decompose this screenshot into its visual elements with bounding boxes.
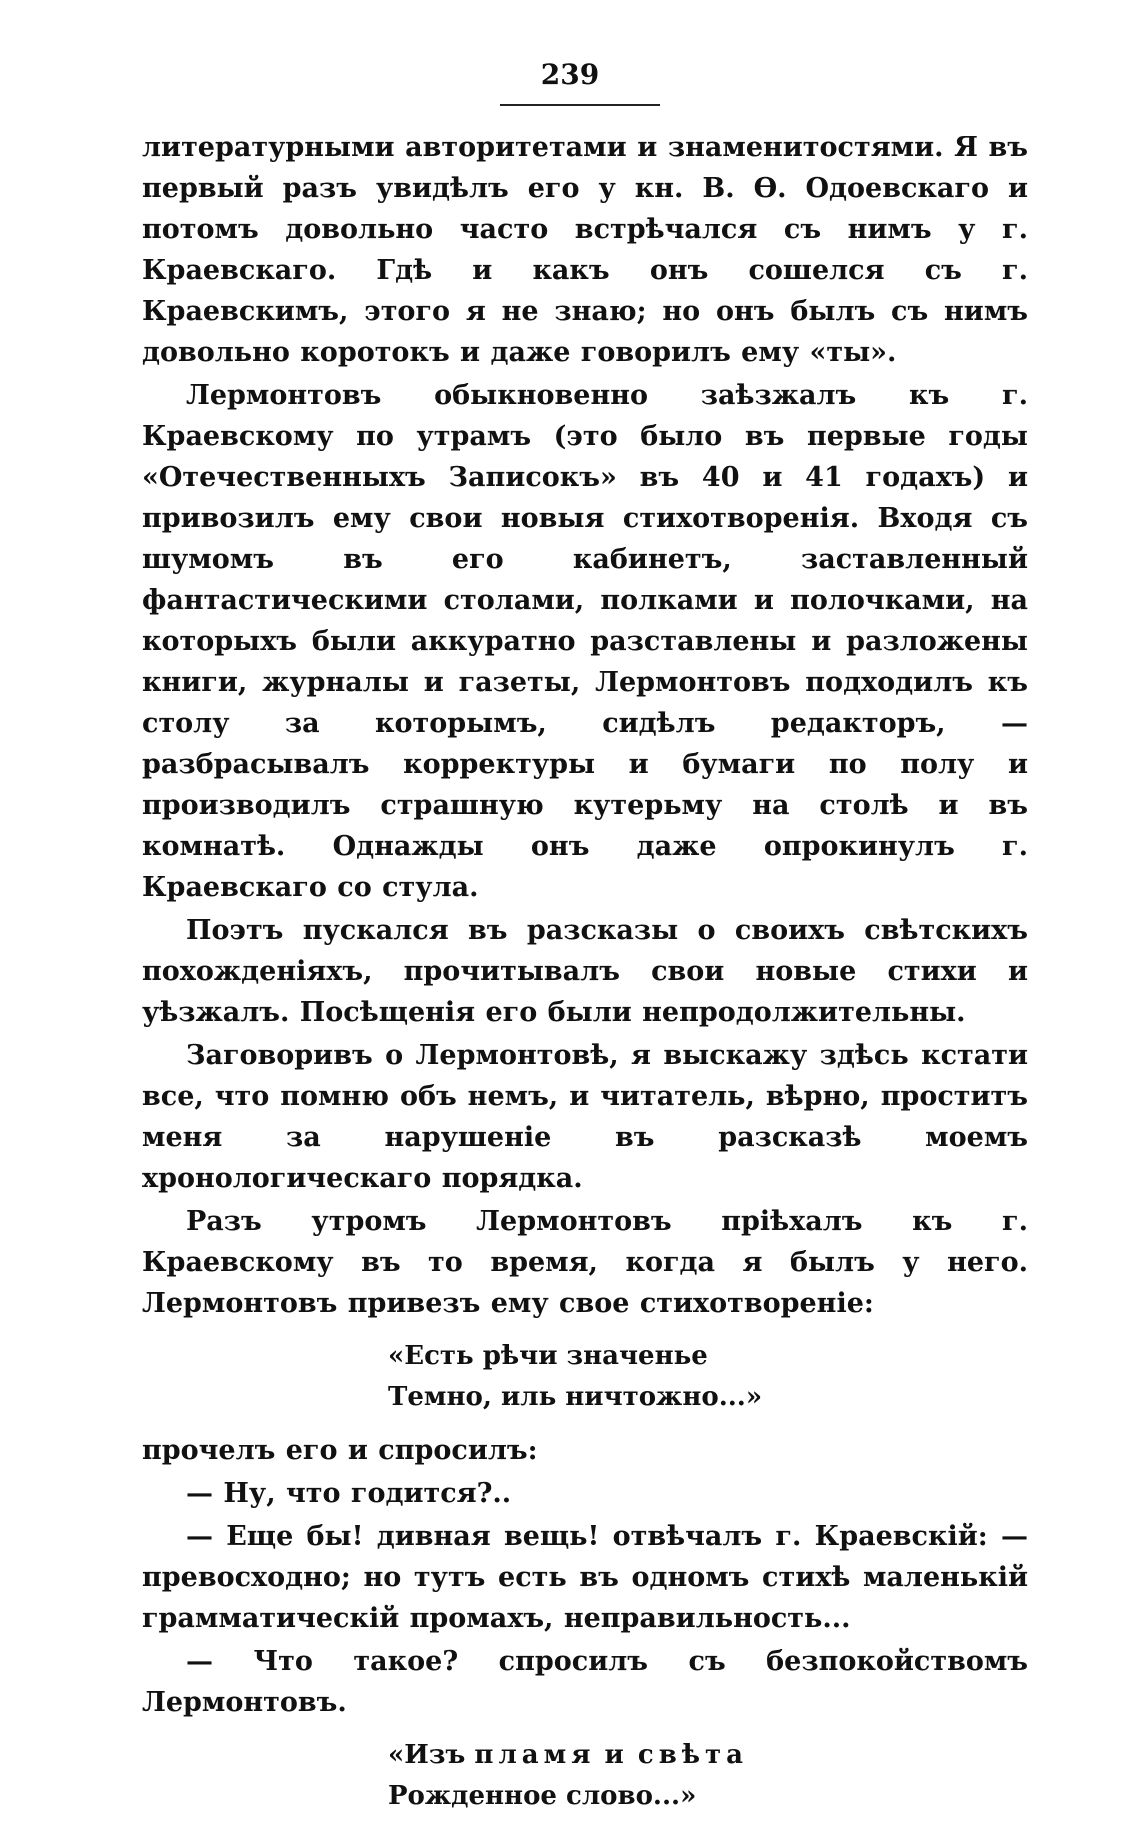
- paragraph-3: Поэтъ пускался въ разсказы о своихъ свѣтскихъ похожденіяхъ, прочитывалъ свои новые стихи и уѣзжалъ. Посѣщенія его были непродолжительны.: [142, 915, 1028, 1028]
- verse-quote-2: [388, 1735, 1028, 1817]
- verse-quote-2-conjunction: и: [604, 1740, 629, 1770]
- verse-quote-2-spaced-word-1: пламя: [474, 1740, 596, 1770]
- paragraph-5: Разъ утромъ Лермонтовъ пріѣхалъ къ г. Краевскому въ то время, когда я былъ у него. Лермонтовъ привезъ ему свое стихотвореніе:: [142, 1206, 1028, 1319]
- dialogue-line-1: — Ну, что годится?..: [186, 1478, 512, 1509]
- page-body: [142, 127, 1028, 1829]
- paragraph-2: Лермонтовъ обыкновенно заѣзжалъ къ г. Краевскому по утрамъ (это было въ первые годы «Отечественныхъ Записокъ» въ 40 и 41 годахъ) и привозилъ ему свои новыя стихотворенія. Входя съ шумомъ въ его кабинетъ, заставленный фантастическими столами, полками и полочками, на которыхъ были аккуратно разставлены и разложены книги, журналы и газеты, Лермонтовъ подходилъ къ столу за которымъ, сидѣлъ редакторъ, — разбрасывалъ корректуры и бумаги по полу и производилъ страшную кутерьму на столѣ и въ комнатѣ. Однажды онъ даже опрокинулъ г. Краевскаго со стула.: [142, 380, 1028, 903]
- page-number-rule: [500, 104, 660, 106]
- verse-quote-2-spaced-word-2: свѣта: [637, 1740, 748, 1770]
- verse-quote-1: [388, 1336, 1028, 1418]
- dialogue-line-3: — Что такое? спросилъ съ безпокойствомъ Лермонтовъ.: [142, 1646, 1028, 1718]
- page-number: 239: [540, 58, 600, 91]
- verse-quote-1-line-1: «Есть рѣчи значенье: [388, 1341, 708, 1371]
- verse-quote-1-line-2: Темно, иль ничтожно...»: [388, 1382, 763, 1412]
- dialogue-line-2: — Еще бы! дивная вещь! отвѣчалъ г. Краевскій: — превосходно; но тутъ есть въ одномъ стихѣ маленькій грамматическій промахъ, неправильность...: [142, 1521, 1028, 1634]
- paragraph-1: литературными авторитетами и знаменитостями. Я въ первый разъ увидѣлъ его у кн. В. Ѳ. Одоевскаго и потомъ довольно часто встрѣчался съ нимъ у г. Краевскаго. Гдѣ и какъ онъ сошелся съ г. Краевскимъ, этого я не знаю; но онъ былъ съ нимъ довольно коротокъ и даже говорилъ ему «ты».: [142, 132, 1028, 368]
- verse-quote-2-line-2: Рожденное слово...»: [388, 1781, 697, 1811]
- verse-quote-2-line-1: [388, 1735, 1028, 1776]
- paragraph-4: Заговоривъ о Лермонтовѣ, я выскажу здѣсь кстати все, что помню объ немъ, и читатель, вѣрно, проститъ меня за нарушеніе въ разсказѣ моемъ хронологическаго порядка.: [142, 1040, 1028, 1194]
- verse-quote-2-open: «Изъ: [388, 1740, 466, 1770]
- paragraph-6: прочелъ его и спросилъ:: [142, 1435, 538, 1466]
